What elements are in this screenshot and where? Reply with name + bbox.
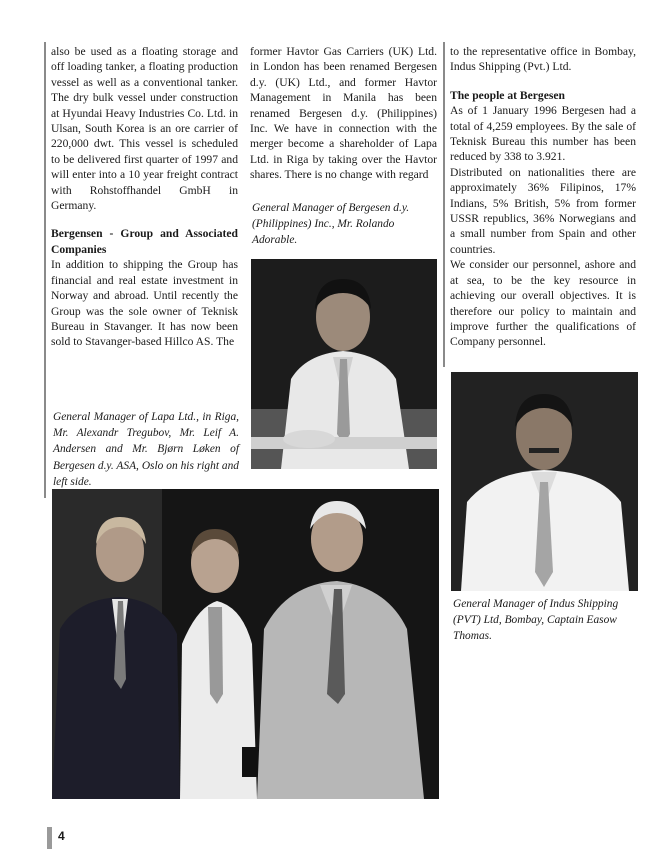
page-number: 4	[47, 827, 65, 849]
caption-lapa: General Manager of Lapa Ltd., in Riga, Mr. Alexandr Tregubov, Mr. Leif A. Andersen and Mr. Bjørn Løken of Bergesen d.y. ASA, Oslo on his right and left side.	[53, 411, 239, 488]
photo-lapa-managers	[52, 489, 439, 799]
column-rule-left	[44, 42, 46, 498]
photo-philippines-manager	[251, 259, 437, 469]
photo-indus-manager	[451, 372, 638, 591]
right-column	[450, 44, 636, 350]
column-rule-right	[443, 42, 445, 367]
caption-philippines: General Manager of Bergesen d.y. (Philippines) Inc., Mr. Rolando Adorable.	[252, 202, 410, 247]
right-paragraph-4: We consider our personnel, ashore and at sea, to be the key resource in achieving our overall objectives. It is therefore our policy to maintain and improve further the qualifications of Company personnel.	[450, 258, 636, 349]
left-paragraph-1: also be used as a floating storage and off loading tanker, a floating production vessel as well as a conventional tanker. The dry bulk vessel under construction at Hyundai Heavy Industries Co. Ltd. in Ulsan, South Korea is an ore carrier of 220,000 dwt. This vessel is scheduled to be delivered first quarter of 1997 and will enter into a 10 year freight contract with Rohstoffhandel GmbH in Germany.	[51, 45, 238, 213]
left-column	[51, 44, 238, 350]
right-section-heading: The people at Bergesen	[450, 88, 565, 102]
left-paragraph-2: In addition to shipping the Group has financial and real estate investment in Norway and abroad. Until recently the Group was the sole owner of Teknisk Bureau in Stavanger. It has now been sold to Stavanger-based Hillco AS. The	[51, 258, 238, 349]
middle-column	[250, 44, 437, 183]
middle-paragraph-1: former Havtor Gas Carriers (UK) Ltd. in London has been renamed Bergesen d.y. (UK) Ltd., and former Havtor Management in Manila has been renamed Bergesen d.y. (Philippines) Inc. We have in connection with the merger become a shareholder of Lapa Ltd. in Riga by taking over the Havtor shares. There is no change with regard	[250, 45, 437, 182]
caption-indus: General Manager of Indus Shipping (PVT) Ltd, Bombay, Captain Easow Thomas.	[453, 598, 619, 643]
left-section-heading: Bergensen - Group and Associated Companies	[51, 227, 238, 256]
right-paragraph-1: to the representative office in Bombay, Indus Shipping (Pvt.) Ltd.	[450, 45, 636, 74]
right-paragraph-3: Distributed on nationalities there are approximately 36% Filipinos, 17% Indians, 5% British, 5% from former USSR republics, 36% Norwegians and a small number from Spain and other countries.	[450, 165, 636, 256]
right-paragraph-2: As of 1 January 1996 Bergesen had a total of 4,259 employees. By the sale of Teknisk Bureau this number has been reduced by 338 to 3.921.	[450, 104, 636, 164]
